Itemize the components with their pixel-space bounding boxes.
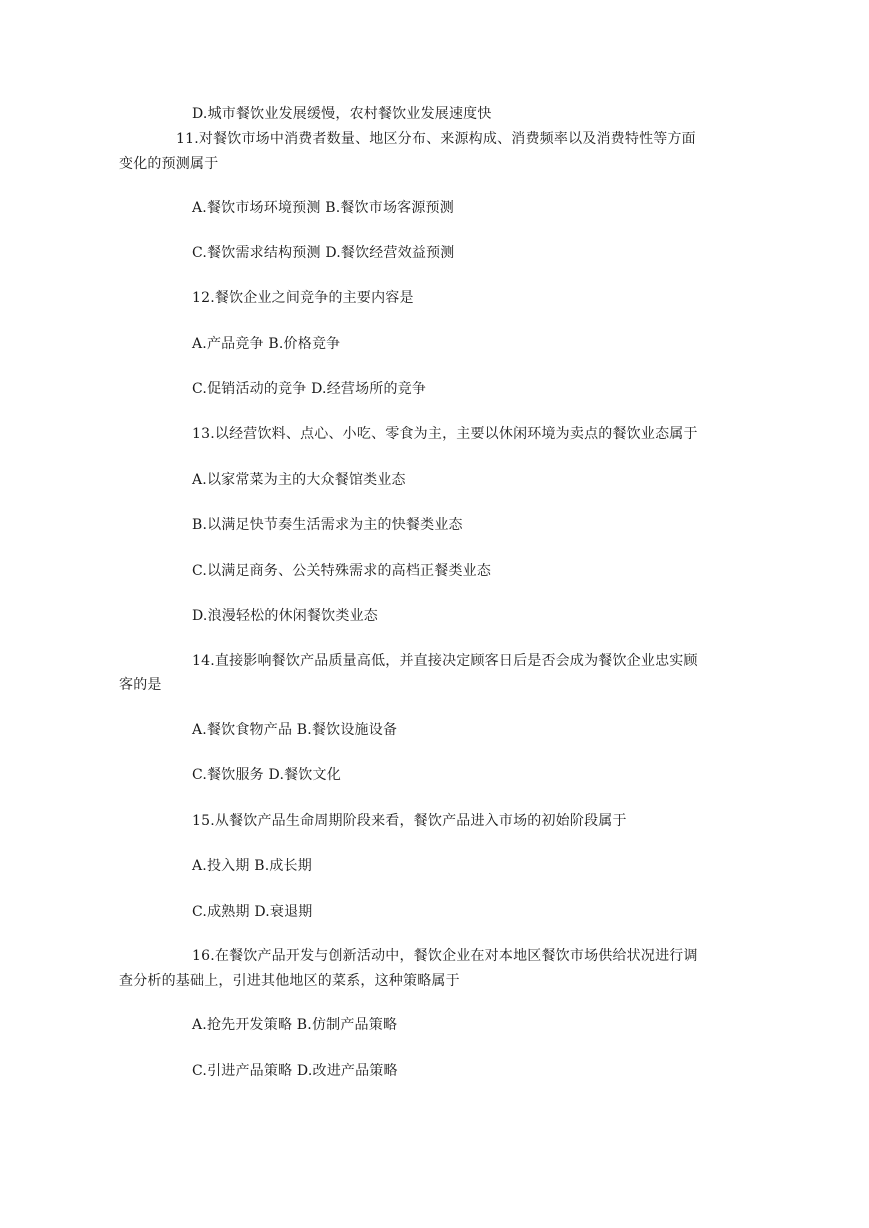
q12-options-ab: A.产品竞争 B.价格竞争	[192, 336, 341, 352]
q16-options-cd: C.引进产品策略 D.改进产品策略	[192, 1063, 398, 1079]
q13-option-c: C.以满足商务、公关特殊需求的高档正餐类业态	[192, 563, 492, 579]
q10-option-d: D.城市餐饮业发展缓慢，农村餐饮业发展速度快	[192, 106, 492, 122]
q13-option-a: A.以家常菜为主的大众餐馆类业态	[192, 472, 406, 488]
q16-stem-line-2: 查分析的基础上，引进其他地区的菜系，这种策略属于	[119, 973, 460, 989]
q16-stem-line-1: 16.在餐饮产品开发与创新活动中，餐饮企业在对本地区餐饮市场供给状况进行调	[192, 948, 698, 964]
q13-stem: 13.以经营饮料、点心、小吃、零食为主，主要以休闲环境为卖点的餐饮业态属于	[192, 426, 698, 442]
q15-options-cd: C.成熟期 D.衰退期	[192, 904, 313, 920]
q16-options-ab: A.抢先开发策略 B.仿制产品策略	[192, 1017, 398, 1033]
q11-options-ab: A.餐饮市场环境预测 B.餐饮市场客源预测	[192, 200, 454, 216]
q15-stem: 15.从餐饮产品生命周期阶段来看，餐饮产品进入市场的初始阶段属于	[192, 813, 627, 829]
q11-options-cd: C.餐饮需求结构预测 D.餐饮经营效益预测	[192, 245, 455, 261]
q15-options-ab: A.投入期 B.成长期	[192, 858, 312, 874]
q11-stem-line-1: 11.对餐饮市场中消费者数量、地区分布、来源构成、消费频率以及消费特性等方面	[176, 131, 696, 147]
q12-options-cd: C.促销活动的竞争 D.经营场所的竞争	[192, 381, 427, 397]
q14-options-cd: C.餐饮服务 D.餐饮文化	[192, 767, 341, 783]
q14-options-ab: A.餐饮食物产品 B.餐饮设施设备	[192, 722, 398, 738]
q13-option-d: D.浪漫轻松的休闲餐饮类业态	[192, 608, 378, 624]
q14-stem-line-1: 14.直接影响餐饮产品质量高低，并直接决定顾客日后是否会成为餐饮企业忠实顾	[192, 653, 698, 669]
q12-stem: 12.餐饮企业之间竞争的主要内容是	[192, 290, 414, 306]
q14-stem-line-2: 客的是	[119, 677, 162, 693]
q11-stem-line-2: 变化的预测属于	[119, 156, 219, 172]
q13-option-b: B.以满足快节奏生活需求为主的快餐类业态	[192, 517, 463, 533]
